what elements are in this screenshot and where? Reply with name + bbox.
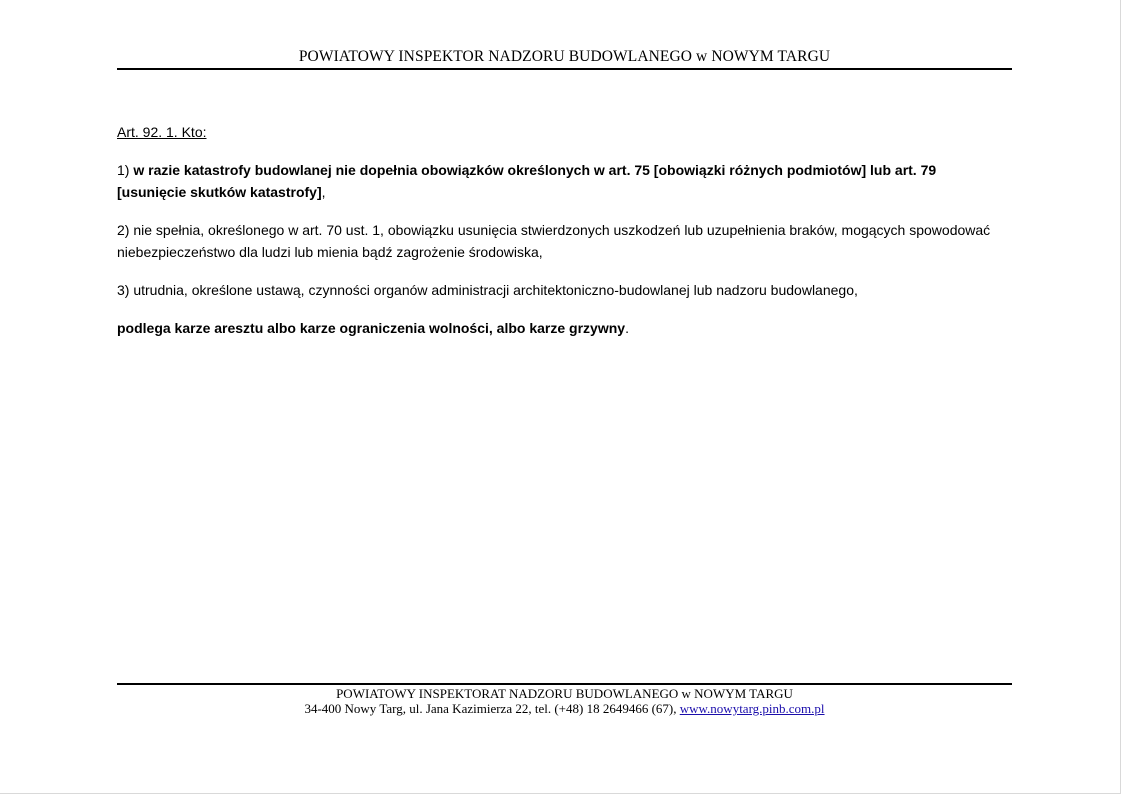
article-item-3: 3) utrudnia, określone ustawą, czynności organów administracji architektoniczno-budowlanej lub nadzoru budowlanego, bbox=[117, 282, 858, 298]
footer-website-link[interactable]: www.nowytarg.pinb.com.pl bbox=[679, 701, 825, 716]
article-item-1 bbox=[117, 159, 997, 203]
footer-rule bbox=[117, 683, 1012, 685]
item-1-tail: , bbox=[321, 184, 326, 200]
footer bbox=[117, 686, 1012, 716]
article-item-2: 2) nie spełnia, określonego w art. 70 ust. 1, obowiązku usunięcia stwierdzonych uszkodzeń lub uzupełnienia braków, mogących spowodować niebezpieczeństwo dla ludzi lub mienia bądź zagrożenie środowiska, bbox=[117, 222, 991, 260]
footer-line-2 bbox=[117, 701, 1012, 716]
item-1-number: 1) bbox=[117, 162, 134, 178]
article-penalty bbox=[117, 317, 997, 339]
item-1-bold-text: w razie katastrofy budowlanej nie dopełnia obowiązków określonych w art. 75 [obowiązki różnych podmiotów] lub art. 79 [usunięcie skutków katastrofy] bbox=[117, 162, 937, 200]
article-intro: Art. 92. 1. Kto: bbox=[117, 124, 207, 140]
header-title: POWIATOWY INSPEKTOR NADZORU BUDOWLANEGO w NOWYM TARGU bbox=[298, 48, 831, 65]
article-content bbox=[117, 121, 997, 355]
penalty-bold-text: podlega karze aresztu albo karze ograniczenia wolności, albo karze grzywny bbox=[117, 320, 626, 336]
footer-line-1: POWIATOWY INSPEKTORAT NADZORU BUDOWLANEGO w NOWYM TARGU bbox=[336, 686, 793, 701]
penalty-tail: . bbox=[625, 320, 629, 336]
header-rule bbox=[117, 68, 1012, 70]
footer-address: 34-400 Nowy Targ, ul. Jana Kazimierza 22, tel. (+48) 18 2649466 (67), bbox=[304, 701, 680, 716]
